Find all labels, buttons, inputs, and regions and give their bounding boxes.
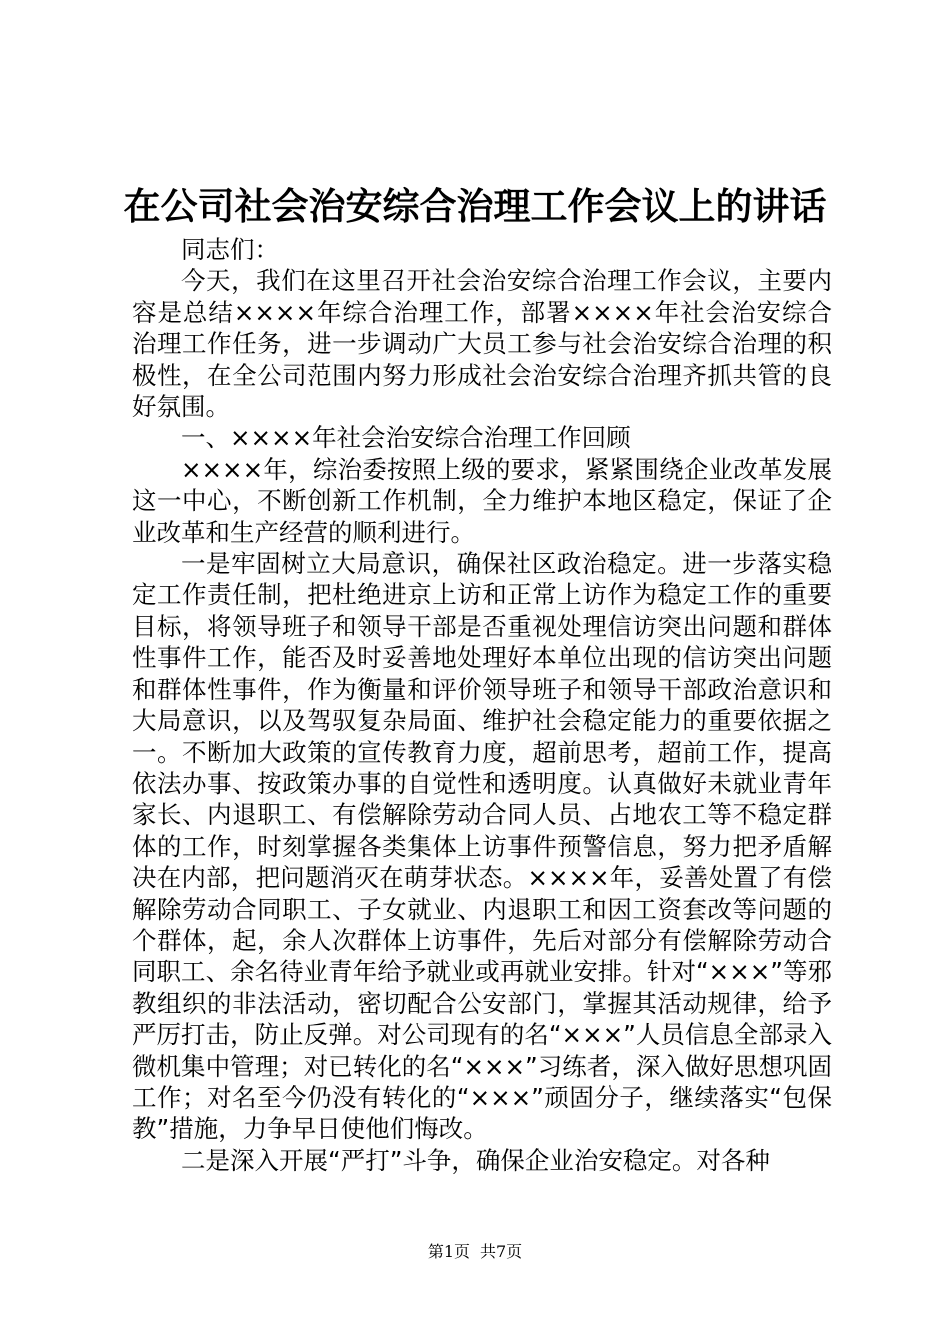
point-one-paragraph: 一是牢固树立大局意识，确保社区政治稳定。进一步落实稳定工作责任制，把杜绝进京上访和正常上访作为稳定工作的重要目标，将领导班子和领导干部是否重视处理信访突出问题和群体性事件工作，能否及时妥善地处理好本单位出现的信访突出问题和群体性事件，作为衡量和评价领导班子和领导干部政治意识和大局意识，以及驾驭复杂局面、维护社会稳定能力的重要依据之一。不断加大政策的宣传教育力度，超前思考，超前工作，提高依法办事、按政策办事的自觉性和透明度。认真做好未就业青年家长、内退职工、有偿解除劳动合同人员、占地农工等不稳定群体的工作，时刻掌握各类集体上访事件预警信息，努力把矛盾解决在内部，把问题消灭在萌芽状态。××××年，妥善处置了有偿解除劳动合同职工、子女就业、内退职工和因工资套改等问题的个群体，起，余人次群体上访事件，先后对部分有偿解除劳动合同职工、余名待业青年给予就业或再就业安排。针对“×××”等邪教组织的非法活动，密切配合公安部门，掌握其活动规律，给予严厉打击，防止反弹。对公司现有的名“×××”人员信息全部录入微机集中管理；对已转化的名“×××”习练者，深入做好思想巩固工作；对名至今仍没有转化的“×××”顽固分子，继续落实“包保教”措施，力争早日使他们悔改。 [132,549,832,1144]
document-body [132,234,832,1176]
review-paragraph: ××××年，综治委按照上级的要求，紧紧围绕企业改革发展这一中心，不断创新工作机制，全力维护本地区稳定，保证了企业改革和生产经营的顺利进行。 [132,454,832,547]
page-total: 共7页 [480,1242,523,1261]
intro-paragraph: 今天，我们在这里召开社会治安综合治理工作会议，主要内容是总结××××年综合治理工作，部署××××年社会治安综合治理工作任务，进一步调动广大员工参与社会治安综合治理的积极性，在全公司范围内努力形成社会治安综合治理齐抓共管的良好氛围。 [132,266,832,422]
salutation-paragraph: 同志们： [181,235,279,264]
page-footer [0,1241,950,1263]
section-heading: 一、××××年社会治安综合治理工作回顾 [181,423,631,453]
point-two-paragraph: 二是深入开展“严打”斗争，确保企业治安稳定。对各种 [181,1145,770,1175]
document-title: 在公司社会治安综合治理工作会议上的讲话 [123,184,827,228]
page-number: 第1页 [427,1242,470,1261]
